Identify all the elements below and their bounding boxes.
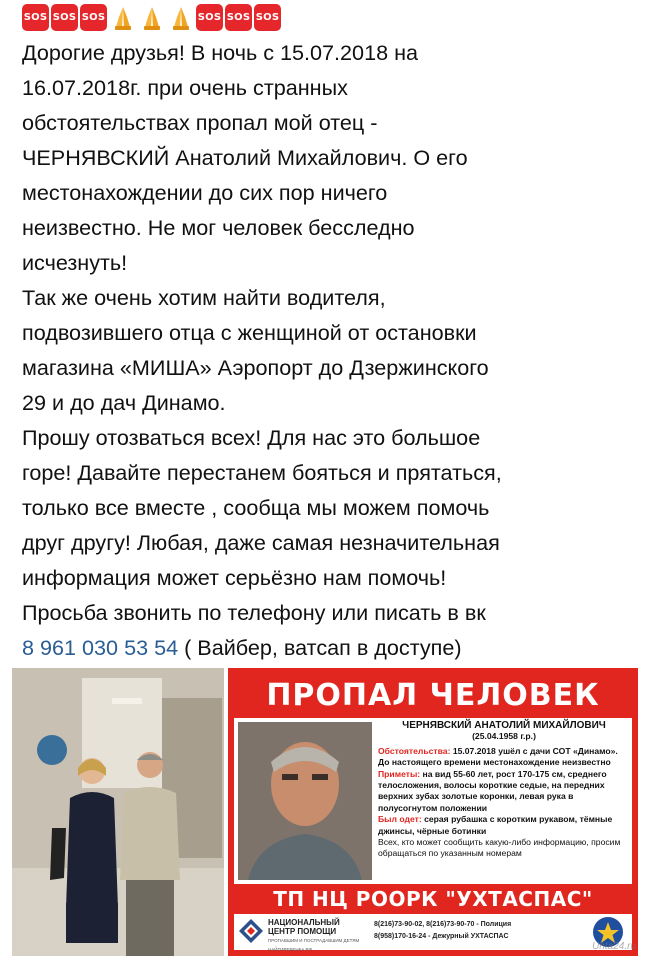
phone-link[interactable]: 8 961 030 53 54 — [22, 635, 179, 660]
poster-org-band: ТП НЦ РООРК "УХТАСПАС" — [234, 884, 632, 914]
sos-icon: SOS — [254, 4, 281, 31]
post-line-contact — [22, 630, 642, 665]
post-text — [22, 35, 642, 665]
family-photo[interactable] — [12, 668, 224, 956]
post-line: Прошу отозваться всех! Для нас это большое — [22, 425, 481, 450]
emoji-header — [22, 4, 281, 31]
poster-name: ЧЕРНЯВСКИЙ АНАТОЛИЙ МИХАЙЛОВИЧ — [402, 720, 606, 731]
family-photo-illustration — [12, 668, 224, 956]
post-line: подвозившего отца с женщиной от остановки — [22, 320, 477, 345]
poster-circumstances: Обстоятельства: 15.07.2018 ушёл с дачи СОТ «Динамо». До настоящего времени местонахождение неизвестно — [378, 745, 618, 768]
post-line: Так же очень хотим найти водителя, — [22, 285, 386, 310]
phone-note: ( Вайбер, ватсап в доступе) — [178, 635, 462, 660]
post-line: Просьба звонить по телефону или писать в вк — [22, 600, 486, 625]
post-line: обстоятельствах пропал мой отец - — [22, 110, 378, 135]
poster-title: ПРОПАЛ ЧЕЛОВЕК — [234, 674, 632, 718]
poster-appeal: Всех, кто может сообщить какую-либо информацию, просим обращаться по указанным номерам — [378, 837, 621, 859]
missing-person-illustration — [238, 722, 372, 880]
sos-icon: SOS — [80, 4, 107, 31]
ncp-label: НАЦИОНАЛЬНЫЙ ЦЕНТР ПОМОЩИ ПРОПАВШИМ И ПОСТРАДАВШИМ ДЕТЯМ НАЙТИРЕБЕНКА.РФ — [268, 918, 360, 952]
post-line: местонахождении до сих пор ничего — [22, 180, 388, 205]
sos-icon: SOS — [225, 4, 252, 31]
folded-hands-icon — [167, 4, 194, 31]
post-line: только все вместе , сообща мы можем помочь — [22, 495, 490, 520]
poster-info — [378, 720, 630, 860]
post-line: ЧЕРНЯВСКИЙ Анатолий Михайлович. О его — [22, 145, 468, 170]
watermark: Uhta24.ru — [592, 941, 636, 952]
sos-icon: SOS — [51, 4, 78, 31]
poster-footer — [234, 914, 632, 950]
poster-clothes: Был одет: серая рубашка с коротким рукавом, тёмные джинсы, чёрные ботинки — [378, 814, 613, 836]
post-line: горе! Давайте перестанем бояться и прятаться, — [22, 460, 502, 485]
post-line: 29 и до дач Динамо. — [22, 390, 226, 415]
poster-dob: (25.04.1958 г.р.) — [472, 731, 536, 742]
sos-icon: SOS — [196, 4, 223, 31]
post-line: друг другу! Любая, даже самая незначительная — [22, 530, 500, 555]
poster-signs: Приметы: на вид 55-60 лет, рост 170-175 см, среднего телосложения, волосы короткие седые, на передних верхних зубах золотые коронки, левая рука в полусогнутом положении — [378, 768, 607, 813]
ncp-logo-icon — [238, 918, 264, 944]
sos-icon: SOS — [22, 4, 49, 31]
post-line: информация может серьёзно нам помочь! — [22, 565, 447, 590]
post-line: Дорогие друзья! В ночь с 15.07.2018 на — [22, 40, 419, 65]
post-line: исчезнуть! — [22, 250, 128, 275]
post-line: магазина «МИША» Аэропорт до Дзержинского — [22, 355, 489, 380]
attached-images — [0, 668, 648, 960]
folded-hands-icon — [138, 4, 165, 31]
missing-person-poster[interactable] — [228, 668, 638, 956]
poster-phones: 8(216)73-90-02, 8(216)73-90-70 - Полиция 8(958)170-16-24 - Дежурный УХТАСПАС — [374, 921, 512, 940]
post-line: 16.07.2018г. при очень странных — [22, 75, 348, 100]
missing-person-photo — [238, 722, 372, 880]
post-line: неизвестно. Не мог человек бесследно — [22, 215, 415, 240]
folded-hands-icon — [109, 4, 136, 31]
